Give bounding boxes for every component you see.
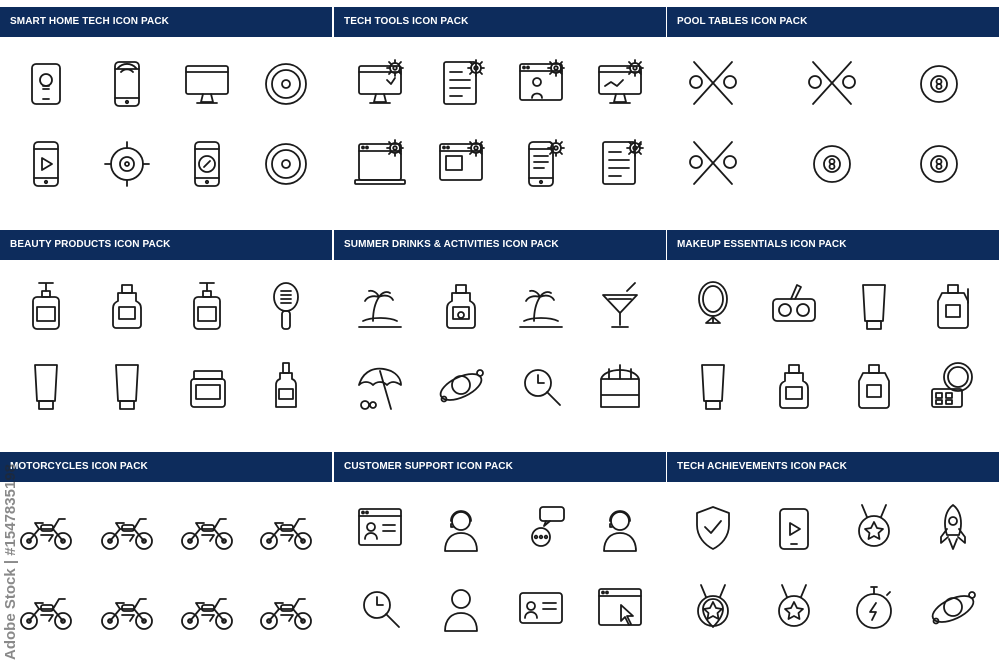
stock-watermark: Adobe Stock | #1547835198 [2,464,19,660]
motorcycle-3-icon [178,497,236,559]
video-tablet-icon [765,497,823,559]
motorcycle-1-icon [17,497,75,559]
click-window-icon [591,577,649,639]
cream-bottle-icon [684,355,742,417]
presentation-gear-icon [512,52,570,114]
monitor-gears-icon [591,52,649,114]
motorcycle-6-icon [98,577,156,639]
motorcycle-5-icon [17,577,75,639]
hair-brush-icon [257,275,315,337]
laptop-gears-icon [351,132,409,194]
rocket-icon [924,497,982,559]
compact-mirror-icon [924,355,982,417]
smart-speaker-icon [257,132,315,194]
compass-phone-icon [178,132,236,194]
target-sensor-icon [98,132,156,194]
bulb-tablet-icon [17,52,75,114]
phone-checklist-icon [512,132,570,194]
bottle-glass-icon [432,275,490,337]
agent-chat-icon [432,497,490,559]
motorcycle-7-icon [178,577,236,639]
cue-balls-icon [684,132,742,194]
search-gear-icon [351,577,409,639]
icon-pack-panel [667,230,999,452]
icon-pack-panel [334,230,666,452]
spray-can-icon [845,355,903,417]
smart-sensor-icon [98,52,156,114]
lipstick-brush-icon [845,275,903,337]
nail-polish-icon [765,355,823,417]
cue-over-ball-icon [803,132,861,194]
palm-island-icon [351,275,409,337]
panel-title: TECH ACHIEVEMENTS ICON PACK [667,452,999,482]
icon-pack-panel [0,230,332,452]
eight-ball-icon [910,132,968,194]
icon-pack-panel [334,452,666,667]
video-phone-icon [17,132,75,194]
shield-badge-icon [684,497,742,559]
crossed-cues-balls-icon [684,52,742,114]
speaker-disc-icon [257,52,315,114]
mp-document-icon [591,132,649,194]
panel-title: MAKEUP ESSENTIALS ICON PACK [667,230,999,260]
icon-pack-panel [334,7,666,229]
panel-title: TECH TOOLS ICON PACK [334,7,666,37]
beach-swim-icon [512,275,570,337]
panel-title: SMART HOME TECH ICON PACK [0,7,332,37]
star-medal-icon [765,577,823,639]
stopwatch-icon [845,577,903,639]
motorcycle-2-icon [98,497,156,559]
panel-title: CUSTOMER SUPPORT ICON PACK [334,452,666,482]
vanity-mirror-icon [684,275,742,337]
agent-tie-icon [432,577,490,639]
document-search-icon [432,52,490,114]
hand-cloud-icon [512,355,570,417]
window-gears-icon [432,132,490,194]
panel-title: MOTORCYCLES ICON PACK [0,452,332,482]
icon-pack-panel [667,452,999,667]
rocket-badge-icon [845,497,903,559]
dropper-bottle-icon [257,355,315,417]
cocktail-icon [591,275,649,337]
orbit-icon [924,577,982,639]
panel-title: SUMMER DRINKS & ACTIVITIES ICON PACK [334,230,666,260]
motorcycle-4-icon [257,497,315,559]
panel-title: BEAUTY PRODUCTS ICON PACK [0,230,332,260]
location-badge-icon [684,577,742,639]
id-card-icon [512,577,570,639]
agent-headset-icon [591,497,649,559]
beach-umbrella-icon [351,355,409,417]
panel-title: POOL TABLES ICON PACK [667,7,999,37]
float-ring-icon [432,355,490,417]
motorcycle-8-icon [257,577,315,639]
cream-tube-icon [17,355,75,417]
makeup-palette-icon [765,275,823,337]
cues-three-balls-icon [803,52,861,114]
spray-bottle-icon [98,275,156,337]
soap-dispenser-icon [178,275,236,337]
eight-ball-cue-icon [910,52,968,114]
profile-window-icon [351,497,409,559]
icon-pack-panel [0,452,332,667]
monitor-gear-icon [351,52,409,114]
perfume-bottle-icon [924,275,982,337]
beach-stall-icon [591,355,649,417]
cream-jar-icon [178,355,236,417]
icon-pack-panel [667,7,999,229]
chat-bubbles-icon [512,497,570,559]
lotion-tube-icon [98,355,156,417]
pump-bottle-icon [17,275,75,337]
monitor-icon [178,52,236,114]
icon-pack-panel [0,7,332,229]
